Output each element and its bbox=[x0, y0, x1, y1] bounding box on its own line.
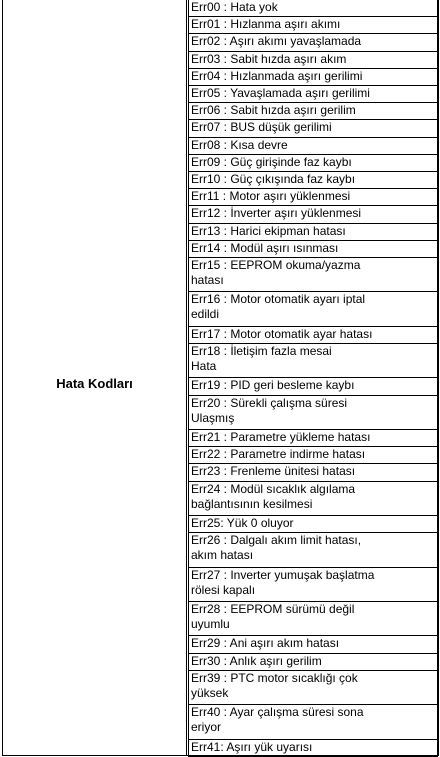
table-row bbox=[188, 292, 438, 326]
error-code-text: Err02 : Aşırı akımı yavaşlamada bbox=[191, 34, 362, 49]
error-code-text: Err05 : Yavaşlamada aşırı gerilimi bbox=[191, 86, 370, 100]
table-row bbox=[188, 482, 438, 516]
table-right-border bbox=[438, 0, 439, 756]
error-code-text: Err12 : İnverter aşırı yüklenmesi bbox=[191, 206, 362, 221]
error-code-text: Err11 : Motor aşırı yüklenmesi bbox=[191, 189, 351, 204]
table-row bbox=[188, 17, 438, 34]
error-code-text: Err04 : Hızlanmada aşırı gerilimi bbox=[191, 68, 363, 83]
table-row bbox=[188, 464, 438, 481]
table-row bbox=[188, 172, 438, 189]
error-code-text: Err20 : Sürekli çalışma süresi Ulaşmış bbox=[191, 395, 348, 425]
table-row bbox=[188, 224, 438, 241]
table-row bbox=[188, 705, 438, 739]
table-row bbox=[188, 138, 438, 155]
table-row bbox=[188, 120, 438, 137]
table-row bbox=[188, 52, 438, 69]
table-row bbox=[188, 568, 438, 602]
error-code-text: Err09 : Güç girişinde faz kaybı bbox=[191, 154, 352, 169]
table-row bbox=[188, 654, 438, 671]
table-row bbox=[188, 327, 438, 344]
table-row bbox=[188, 533, 438, 567]
column-divider bbox=[186, 0, 187, 756]
table-row bbox=[188, 602, 438, 636]
table-row bbox=[188, 0, 438, 17]
table-row bbox=[188, 344, 438, 378]
error-code-text: Err15 : EEPROM okuma/yazma hatası bbox=[191, 258, 361, 287]
error-code-text: Err03 : Sabit hızda aşırı akım bbox=[191, 51, 347, 66]
error-code-text: Err30 : Anlık aşırı gerilim bbox=[191, 653, 322, 668]
error-code-text: Err39 : PTC motor sıcaklığı çok yüksek bbox=[191, 670, 358, 700]
error-code-text: Err17 : Motor otomatik ayar hatası bbox=[191, 326, 373, 341]
table-row bbox=[188, 636, 438, 653]
table-row bbox=[188, 740, 438, 757]
category-label: Hata Kodları bbox=[56, 375, 133, 391]
table-row bbox=[188, 671, 438, 705]
error-code-text: Err21 : Parametre yükleme hatası bbox=[191, 430, 371, 444]
table-row bbox=[188, 378, 438, 395]
error-code-text: Err28 : EEPROM sürümü değil uyumlu bbox=[191, 602, 355, 631]
error-code-text: Err23 : Frenleme ünitesi hatası bbox=[191, 464, 356, 479]
table-row bbox=[188, 103, 438, 120]
error-code-text: Err07 : BUS düşük gerilimi bbox=[191, 120, 332, 135]
table-row bbox=[188, 396, 438, 430]
table-row bbox=[188, 516, 438, 533]
table-row bbox=[188, 447, 438, 464]
error-code-text: Err16 : Motor otomatik ayarı iptal edildi bbox=[191, 292, 366, 322]
error-code-text: Err00 : Hata yok bbox=[191, 0, 278, 14]
error-code-text: Err25: Yük 0 oluyor bbox=[191, 516, 294, 530]
error-code-text: Err08 : Kısa devre bbox=[191, 137, 288, 152]
error-code-text: Err27 : Inverter yumuşak başlatma rölesi kapalı bbox=[191, 567, 375, 597]
error-code-text: Err40 : Ayar çalışma süresi sona eriyor bbox=[191, 705, 364, 735]
table-row bbox=[188, 86, 438, 103]
error-code-text: Err13 : Harici ekipman hatası bbox=[191, 223, 346, 238]
table-row bbox=[188, 69, 438, 86]
error-code-text: Err22 : Parametre indirme hatası bbox=[191, 447, 366, 462]
error-code-text: Err41: Aşırı yük uyarısı bbox=[191, 739, 313, 754]
error-code-text: Err29 : Ani aşırı akım hatası bbox=[191, 636, 340, 651]
table-row bbox=[188, 258, 438, 292]
error-code-text: Err18 : İletişim fazla mesai Hata bbox=[191, 344, 332, 373]
error-code-text: Err10 : Güç çıkışında faz kaybı bbox=[191, 172, 356, 186]
table-row bbox=[188, 430, 438, 447]
error-code-text: Err24 : Modül sıcaklık algılama bağlantısının kesilmesi bbox=[191, 481, 356, 511]
error-code-text: Err14 : Modül aşırı ısınması bbox=[191, 240, 339, 255]
error-code-text: Err01 : Hızlanma aşırı akımı bbox=[191, 17, 341, 32]
table-row bbox=[188, 155, 438, 172]
error-code-list bbox=[188, 0, 438, 756]
table-row bbox=[188, 206, 438, 223]
error-code-text: Err26 : Dalgalı akım limit hatası, akım hatası bbox=[191, 533, 362, 563]
error-code-text: Err06 : Sabit hızda aşırı gerilim bbox=[191, 103, 356, 118]
table-row bbox=[188, 189, 438, 206]
error-code-text: Err19 : PID geri besleme kaybı bbox=[191, 378, 355, 393]
table-row bbox=[188, 241, 438, 258]
table-row bbox=[188, 34, 438, 51]
